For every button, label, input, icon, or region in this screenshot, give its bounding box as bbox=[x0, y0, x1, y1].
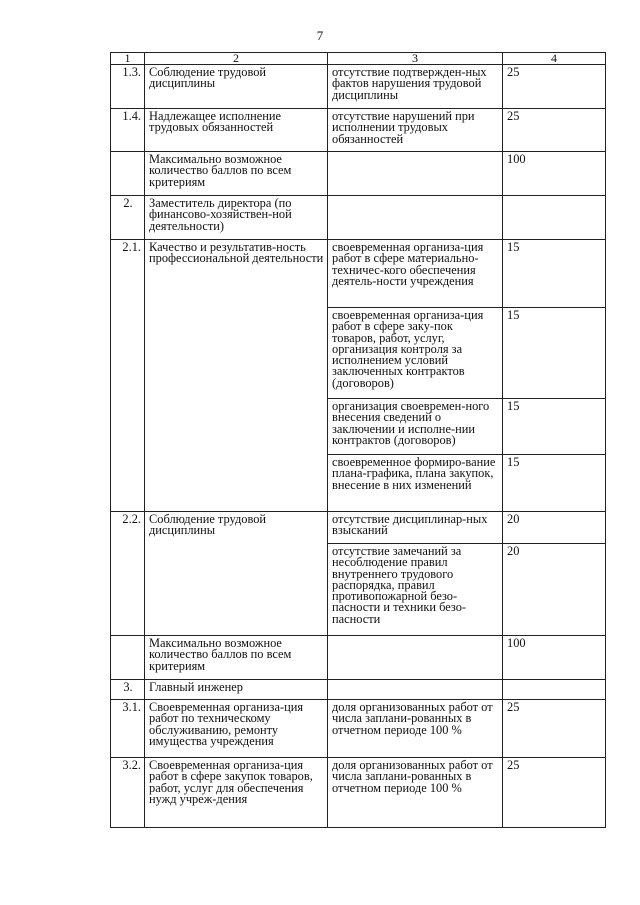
row-number: 1.4. bbox=[111, 109, 145, 152]
points-cell bbox=[503, 196, 606, 240]
table-header-row bbox=[111, 53, 606, 65]
indicator-cell: отсутствие замечаний за несоблюдение правил внутреннего трудового распорядка, правил противопожарной безо-пасности и техники безо-пасности bbox=[328, 544, 503, 636]
points-cell: 25 bbox=[503, 109, 606, 152]
row-number: 1.3. bbox=[111, 65, 145, 109]
table-row bbox=[111, 700, 606, 758]
points-cell: 25 bbox=[503, 65, 606, 109]
page-number: 7 bbox=[316, 28, 324, 43]
row-number: 3.1. bbox=[111, 700, 145, 758]
indicator-cell bbox=[328, 680, 503, 700]
row-number bbox=[111, 152, 145, 196]
points-cell: 15 bbox=[503, 455, 606, 512]
points-cell: 15 bbox=[503, 308, 606, 399]
indicator-cell: своевременная организа-ция работ в сфере заку-пок товаров, работ, услуг, организация контроля за исполнением условий заключенных контрактов (договоров) bbox=[328, 308, 503, 399]
table-row bbox=[111, 512, 606, 544]
indicator-cell: своевременная организа-ция работ в сфере материально-техничес-кого обеспечения деятель-ности учреждения bbox=[328, 240, 503, 308]
criterion-cell: Максимально возможное количество баллов по всем критериям bbox=[145, 636, 328, 680]
points-cell: 25 bbox=[503, 758, 606, 828]
table-row bbox=[111, 109, 606, 152]
points-cell: 15 bbox=[503, 399, 606, 455]
row-number: 3. bbox=[111, 680, 145, 700]
points-cell: 25 bbox=[503, 700, 606, 758]
header-cell-1: 1 bbox=[111, 53, 145, 65]
table-row bbox=[111, 65, 606, 109]
indicator-cell bbox=[328, 152, 503, 196]
indicator-cell: организация своевремен-ного внесения сведений о заключении и исполне-нии контрактов (договоров) bbox=[328, 399, 503, 455]
criterion-cell: Качество и результатив-ность профессиональной деятельности bbox=[145, 240, 328, 512]
points-cell: 15 bbox=[503, 240, 606, 308]
header-cell-3: 3 bbox=[328, 53, 503, 65]
row-number: 2.1. bbox=[111, 240, 145, 512]
criterion-cell: Своевременная организа-ция работ по техническому обслуживанию, ремонту имущества учреждения bbox=[145, 700, 328, 758]
criterion-cell: Максимально возможное количество баллов по всем критериям bbox=[145, 152, 328, 196]
table-row bbox=[111, 758, 606, 828]
table-row bbox=[111, 680, 606, 700]
indicator-cell: доля организованных работ от числа заплани-рованных в отчетном периоде 100 % bbox=[328, 700, 503, 758]
points-cell: 100 bbox=[503, 152, 606, 196]
row-number bbox=[111, 636, 145, 680]
criterion-cell: Соблюдение трудовой дисциплины bbox=[145, 512, 328, 636]
header-cell-4: 4 bbox=[503, 53, 606, 65]
indicator-cell bbox=[328, 636, 503, 680]
row-number: 2. bbox=[111, 196, 145, 240]
table-row bbox=[111, 636, 606, 680]
points-cell: 20 bbox=[503, 512, 606, 544]
table-row bbox=[111, 240, 606, 308]
criteria-table bbox=[110, 52, 606, 828]
indicator-cell: своевременное формиро-вание плана-графика, плана закупок, внесение в них изменений bbox=[328, 455, 503, 512]
indicator-cell: отсутствие подтвержден-ных фактов нарушения трудовой дисциплины bbox=[328, 65, 503, 109]
indicator-cell: отсутствие нарушений при исполнении трудовых обязанностей bbox=[328, 109, 503, 152]
criterion-cell: Главный инженер bbox=[145, 680, 328, 700]
criterion-cell: Надлежащее исполнение трудовых обязанностей bbox=[145, 109, 328, 152]
points-cell: 20 bbox=[503, 544, 606, 636]
criterion-cell: Заместитель директора (по финансово-хозяйствен-ной деятельности) bbox=[145, 196, 328, 240]
indicator-cell: отсутствие дисциплинар-ных взысканий bbox=[328, 512, 503, 544]
criterion-cell: Своевременная организа-ция работ в сфере закупок товаров, работ, услуг для обеспечения нужд учреж-дения bbox=[145, 758, 328, 828]
indicator-cell bbox=[328, 196, 503, 240]
points-cell: 100 bbox=[503, 636, 606, 680]
header-cell-2: 2 bbox=[145, 53, 328, 65]
row-number: 2.2. bbox=[111, 512, 145, 636]
row-number: 3.2. bbox=[111, 758, 145, 828]
points-cell bbox=[503, 680, 606, 700]
table-row bbox=[111, 152, 606, 196]
table-row bbox=[111, 196, 606, 240]
indicator-cell: доля организованных работ от числа заплани-рованных в отчетном периоде 100 % bbox=[328, 758, 503, 828]
criterion-cell: Соблюдение трудовой дисциплины bbox=[145, 65, 328, 109]
